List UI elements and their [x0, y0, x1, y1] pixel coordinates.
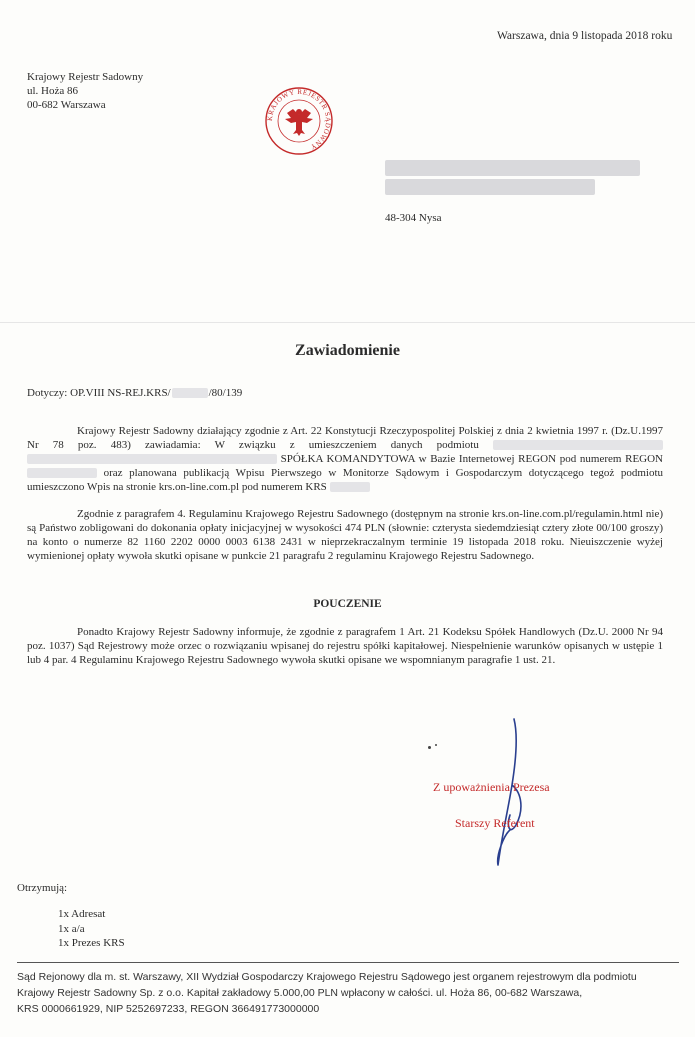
document-title: Zawiadomienie [295, 342, 400, 359]
recipients-list [58, 907, 125, 951]
redacted-entity-name [493, 440, 663, 450]
sender-name: Krajowy Rejestr Sadowny [27, 71, 144, 83]
signature-authorization: Z upoważnienia Prezesa [433, 780, 550, 794]
footer [17, 969, 679, 1017]
reference-suffix: /80/139 [208, 387, 243, 399]
recipient-item: 1x a/a [58, 922, 85, 935]
sender-address [27, 70, 143, 112]
signature-title: Starszy Referent [455, 816, 535, 830]
footer-line: KRS 0000661929, NIP 5252697233, REGON 366491773000000 [17, 1003, 320, 1015]
recipient-city: 48-304 Nysa [385, 212, 442, 224]
recipients-label: Otrzymują: [17, 882, 68, 894]
reference-prefix: Dotyczy: OP.VIII NS-REJ.KRS/ [27, 387, 171, 399]
redacted-krs [330, 482, 370, 492]
recipient-item: 1x Prezes KRS [58, 937, 125, 949]
redacted-line [385, 179, 595, 195]
paragraph-notification [27, 424, 663, 494]
paragraph1-text-c: oraz planowana publikacją Wpisu Pierwszego w Monitorze Sądowym i Gospodarczym dotyczącego tegoż podmiotu umieszczono Wpis na stronie krs.on-line.com.pl pod numerem KRS [27, 467, 663, 493]
footer-divider [17, 962, 679, 963]
redacted-reference [172, 388, 208, 398]
redacted-line [385, 160, 640, 176]
footer-line: Krajowy Rejestr Sadowny Sp. z o.o. Kapitał zakładowy 5.000,00 PLN wpłacony w całości. ul. Hoża 86, 00-682 Warszawa, [17, 987, 583, 999]
footer-line: Sąd Rejonowy dla m. st. Warszawy, XII Wydział Gospodarczy Krajowego Rejestru Sądowego jest organem rejestrowym dla podmiotu [17, 971, 637, 983]
fold-line [0, 322, 695, 323]
court-seal-icon [263, 85, 335, 157]
reference-line [27, 387, 242, 399]
paragraph-payment: Zgodnie z paragrafem 4. Regulaminu Krajowego Rejestru Sadownego (dostępnym na stronie krs.on-line.com.pl/regulamin.html nie) są Państwo zobligowani do dokonania opłaty inicjacyjnej w wysokości 474 PLN (słownie: czterysta siedemdziesiąt cztery złote 00/100 groszy) na konto o numerze 82 1160 2202 0000 0003 6138 2431 w nieprzekraczalnym terminie 19 listopada 2018 roku. Nieuiszczenie wyżej wymienionej opłaty wywoła skutki opisane w punkcie 21 paragrafu 2 regulaminu Krajowego Rejestru Sadownego. [27, 508, 663, 562]
redacted-regon [27, 468, 97, 478]
recipient-item: 1x Adresat [58, 908, 106, 920]
redacted-entity-name-cont [27, 454, 277, 464]
eagle-icon [285, 109, 313, 136]
seal-text: KRAJOWY REJESTR SĄDOWNY [265, 87, 333, 152]
paragraph1-text-a: Krajowy Rejestr Sadowny działający zgodnie z Art. 22 Konstytucji Rzeczypospolitej Polskiej z dnia 2 kwietnia 1997 r. (Dz.U.1997 Nr 78 poz. 483) zawiadamia: W związku z umieszczeniem danych podmiotu [27, 425, 663, 451]
handwritten-signature-icon [480, 715, 540, 875]
sender-postal: 00-682 Warszawa [27, 99, 106, 111]
paragraph1-text-b: SPÓŁKA KOMANDYTOWA w Bazie Internetowej REGON pod numerem REGON [280, 453, 663, 465]
letter-date: Warszawa, dnia 9 listopada 2018 roku [497, 30, 673, 42]
pouczenie-heading: POUCZENIE [313, 598, 382, 610]
scan-speck [435, 744, 437, 746]
recipient-address-redacted [385, 160, 645, 198]
scan-speck [428, 746, 431, 749]
paragraph-pouczenie: Ponadto Krajowy Rejestr Sadowny informuje, że zgodnie z paragrafem 1 Art. 21 Kodeksu Spółek Handlowych (Dz.U. 2000 Nr 94 poz. 1037) Sąd Rejestrowy może orzec o rozwiązaniu wpisanej do rejestru spółki kapitałowej. Niespełnienie warunków opisanych w ustępie 1 lub 4 par. 4 Regulaminu Krajowego Rejestru Sadownego wywoła skutki opisane we wspomnianym paragrafie 1 ust. 21. [27, 626, 663, 666]
sender-street: ul. Hoża 86 [27, 85, 79, 97]
